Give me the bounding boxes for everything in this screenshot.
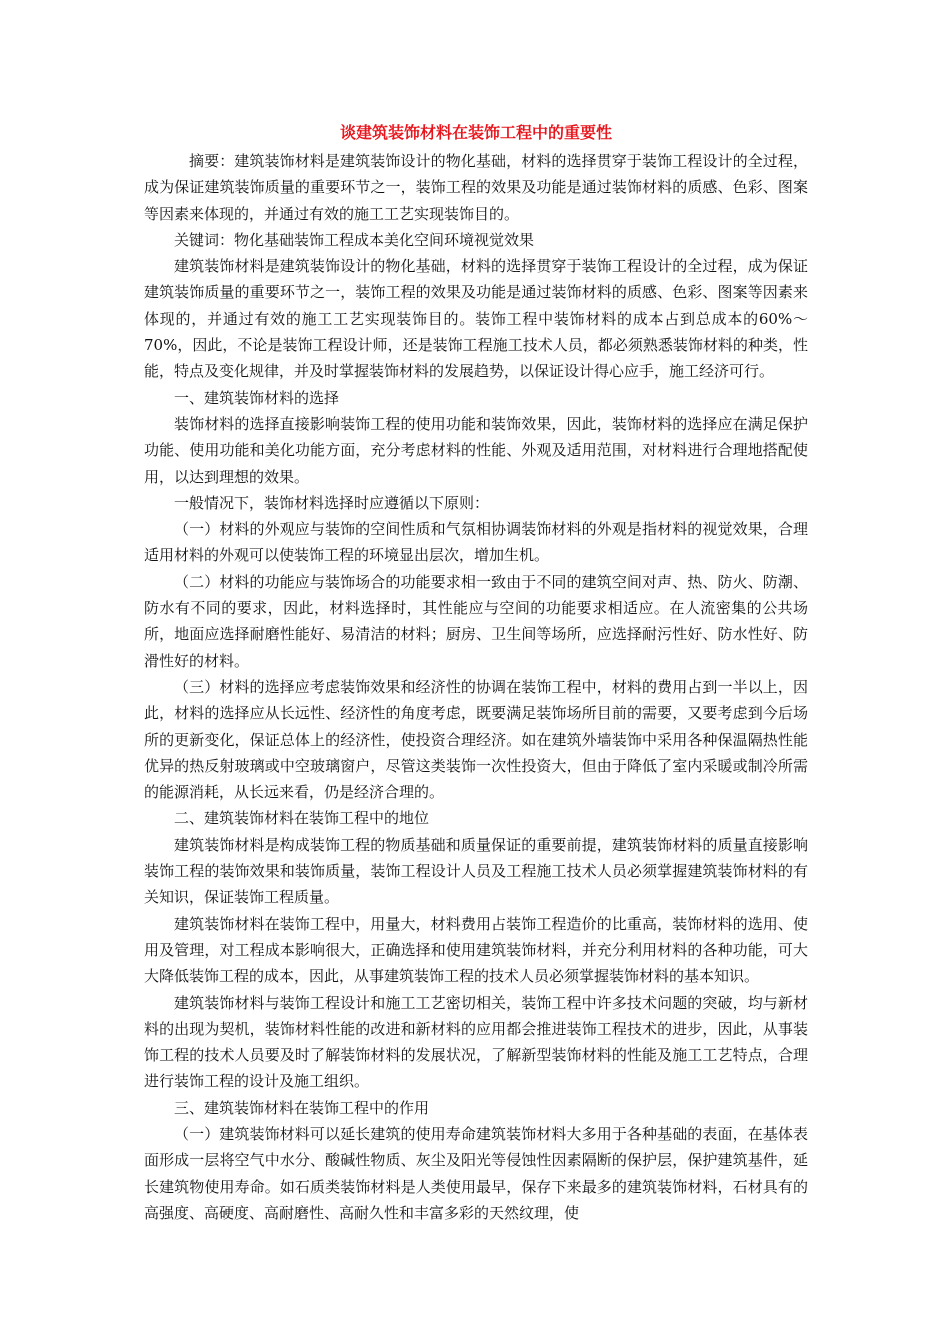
section-1-principle-1: （一）材料的外观应与装饰的空间性质和气氛相协调装饰材料的外观是指材料的视觉效果，合理适用材料的外观可以使装饰工程的环境显出层次，增加生机。 bbox=[144, 520, 808, 565]
section-2-paragraph-2: 建筑装饰材料在装饰工程中，用量大，材料费用占装饰工程造价的比重高，装饰材料的选用、使用及管理，对工程成本影响很大，正确选择和使用建筑装饰材料，并充分利用材料的各种功能，可大大降低装饰工程的成本，因此，从事建筑装饰工程的技术人员必须掌握装饰材料的基本知识。 bbox=[144, 914, 808, 986]
keywords-line: 关键词：物化基础装饰工程成本美化空间环境视觉效果 bbox=[174, 230, 535, 249]
abstract-paragraph: 摘要：建筑装饰材料是建筑装饰设计的物化基础，材料的选择贯穿于装饰工程设计的全过程，成为保证建筑装饰质量的重要环节之一，装饰工程的效果及功能是通过装饰材料的质感、色彩、图案等因素来体现的，并通过有效的施工工艺实现装饰目的。 bbox=[144, 152, 808, 223]
document-title: 谈建筑装饰材料在装饰工程中的重要性 bbox=[339, 123, 612, 142]
section-1-principle-2: （二）材料的功能应与装饰场合的功能要求相一致由于不同的建筑空间对声、热、防火、防潮、防水有不同的要求，因此，材料选择时，其性能应与空间的功能要求相适应。在人流密集的公共场所，地面应选择耐磨性能好、易清洁的材料；厨房、卫生间等场所，应选择耐污性好、防水性好、防滑性好的材料。 bbox=[144, 572, 808, 670]
section-2-paragraph-3: 建筑装饰材料与装饰工程设计和施工工艺密切相关，装饰工程中许多技术问题的突破，均与新材料的出现为契机，装饰材料性能的改进和新材料的应用都会推进装饰工程技术的进步，因此，从事装饰工程的技术人员要及时了解装饰材料的发展状况，了解新型装饰材料的性能及施工工艺特点，合理进行装饰工程的设计及施工组织。 bbox=[144, 993, 808, 1091]
section-1-paragraph-1: 装饰材料的选择直接影响装饰工程的使用功能和装饰效果，因此，装饰材料的选择应在满足保护功能、使用功能和美化功能方面，充分考虑材料的性能、外观及适用范围，对材料进行合理地搭配使用，以达到理想的效果。 bbox=[144, 414, 808, 486]
section-1-paragraph-2: 一般情况下，装饰材料选择时应遵循以下原则： bbox=[174, 493, 490, 512]
document-body bbox=[144, 118, 808, 1226]
section-2-paragraph-1: 建筑装饰材料是构成装饰工程的物质基础和质量保证的重要前提，建筑装饰材料的质量直接影响装饰工程的装饰效果和装饰质量，装饰工程设计人员及工程施工技术人员必须掌握建筑装饰材料的有关知识，保证装饰工程质量。 bbox=[144, 835, 808, 907]
section-1-principle-3: （三）材料的选择应考虑装饰效果和经济性的协调在装饰工程中，材料的费用占到一半以上，因此，材料的选择应从长远性、经济性的角度考虑，既要满足装饰场所目前的需要，又要考虑到今后场所的更新变化，保证总体上的经济性，使投资合理经济。如在建筑外墙装饰中采用各种保温隔热性能优异的热反射玻璃或中空玻璃窗户，尽管这类装饰一次性投资大，但由于降低了室内采暖或制冷所需的能源消耗，从长远来看，仍是经济合理的。 bbox=[144, 677, 808, 802]
section-2-heading: 二、建筑装饰材料在装饰工程中的地位 bbox=[174, 809, 430, 828]
intro-paragraph: 建筑装饰材料是建筑装饰设计的物化基础，材料的选择贯穿于装饰工程设计的全过程，成为保证建筑装饰质量的重要环节之一，装饰工程的效果及功能是通过装饰材料的质感、色彩、图案等因素来体现的，并通过有效的施工工艺实现装饰目的。装饰工程中装饰材料的成本占到总成本的60%～70%，因此，不论是装饰工程设计师，还是装饰工程施工技术人员，都必须熟悉装饰材料的种类，性能，特点及变化规律，并及时掌握装饰材料的发展趋势，以保证设计得心应手，施工经济可行。 bbox=[144, 257, 808, 381]
section-3-paragraph-1: （一）建筑装饰材料可以延长建筑的使用寿命建筑装饰材料大多用于各种基础的表面，在基体表面形成一层将空气中水分、酸碱性物质、灰尘及阳光等侵蚀性因素隔断的保护层，保护建筑基件，延长建筑物使用寿命。如石质类装饰材料是人类使用最早，保存下来最多的建筑装饰材料，石材具有的高强度、高硬度、高耐磨性、高耐久性和丰富多彩的天然纹理，使 bbox=[144, 1124, 808, 1222]
section-3-heading: 三、建筑装饰材料在装饰工程中的作用 bbox=[174, 1098, 430, 1117]
section-1-heading: 一、建筑装饰材料的选择 bbox=[174, 388, 340, 407]
